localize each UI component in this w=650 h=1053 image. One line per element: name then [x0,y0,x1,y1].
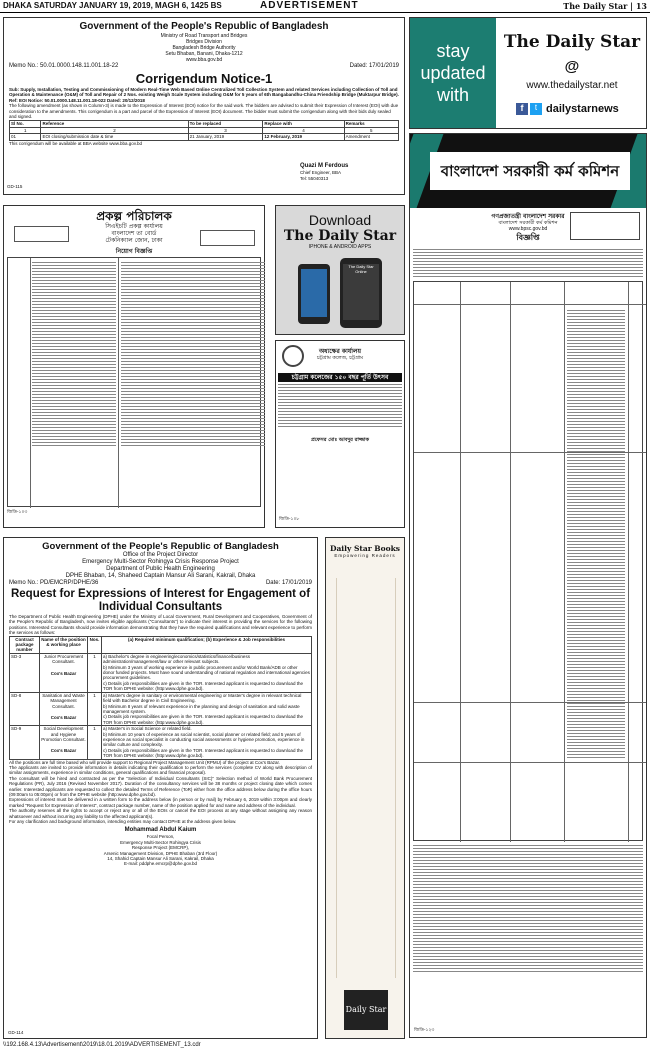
col-header: To be replaced [188,121,263,127]
promo-word: stay [436,41,470,61]
daily-star-books-ad [325,537,405,1039]
ad-paragraph: The applicants are invited to provide information in details indicating their qualification to perform the services (complete CV along with description of similar assignments, experience in similar conditions, general qualifications and financial proposal). [9,764,312,776]
signer-line: Focal Person, [146,834,175,840]
page-header [0,0,650,13]
brand-logo: The Daily Star [283,228,397,244]
ad-title: Government of the People's Republic of Bangladesh [42,541,279,552]
psc-table [413,281,643,841]
ad-org-line: সিএইচটি প্রকল্প কার্যালয় [105,223,163,230]
ad-title: Government of the People's Republic of Bangladesh [79,21,329,32]
slogan-box [14,226,69,242]
slogan-box [200,230,255,246]
brand-logo: The Daily Star [503,32,641,52]
ad-org-line: Setu Bhaban, Banani, Dhaka-1212 [165,51,243,57]
principal-name: প্রফেসর মোঃ আবদুর রাজ্জাক [311,437,369,443]
position-name: Social Development and Hygiene Promotion Consultant. [41,726,86,742]
signer-line: Response Project (EMCRP), [131,845,190,851]
signer-line: Emergency Multi-Sector Rohingya Crisis [120,839,201,845]
col-header: Replace with [263,121,344,127]
table-cell: Amendment [344,134,398,140]
ad-org-line: Office of the Project Director [122,552,199,558]
col-header: (a) Required minimum qualification; (b) Experience & Job responsibilities [102,636,312,653]
col-number: 3 [188,127,263,133]
ad-org-line: বাংলাদেশ সরকারী কর্ম কমিশন [498,220,558,226]
col-header: Name of the position & working place [40,636,88,653]
ad-title: অধ্যক্ষের কার্যালয় [318,348,362,355]
phone-icon [340,258,382,328]
working-place: Cox's Bazar [50,714,77,720]
col-number: 5 [344,127,398,133]
col-header: Sl No. [10,121,41,127]
ad-paragraph: The consultant will be hired and contracted as per the "Selection of Individual Consultants (SIC)" Selection method of World Bank Procurement Regulations (PR), July 2016 (Revised November 2017). Duration of the consultancy services will be 38 months or project closing date which comes earlier. Interested applicants are requested to collect the detailed Terms of Reference (ToR) either from the office address below during the office hours (09:00am to 05:00pm) or from the DPHE website (http:www.dphe.gov.bd). [9,775,312,797]
requirement: a) Master's in Social Science or related field. [103,726,192,732]
ad-intro: The Department of Public Health Engineering (DPHE) under the Ministry of Local Government, Rural Development and Cooperatives, Government of the People's Republic of Bangladesh, now invites eligible applicants ("Consultants") to indicate their interest in providing the services for the following positions. Interested Consultants should provide information demonstrating that they have the required qualifications and relevant experience to perform the services as follows: [9,614,312,636]
ad-code: জিডি-১২৩ [414,1027,435,1033]
chittagong-college-ad [275,340,405,528]
requirement: a) Master's degree in sanitary or environmental engineering or Master's degree in relevant technical field with Bachelor degree in Civil Engineering. [103,692,302,704]
signer-title: Chief Engineer, BBA [300,170,342,175]
dateline: DHAKA SATURDAY JANUARY 19, 2019, MAGH 6, 1425 BS [3,1,222,10]
signer-email[interactable]: E-mail: pddphe.emcrp@dphe.gov.bd [123,861,198,867]
requirement: a) Bachelor's degree in engineering/economics/statistics/finance/business administration/management/law or other relevant subjects. [103,653,250,665]
ad-title: প্রকল্প পরিচালক [96,209,172,223]
bba-corrigendum-ad [3,17,405,195]
position-count: 1 [88,726,102,759]
table-cell: 01 [10,134,41,140]
ad-paragraph: For any clarification and background information, intending entities may contact DPHE at the address given below. [9,819,237,825]
promo-word: with [436,85,469,105]
at-sign: @ [564,58,580,75]
notice-box [570,212,640,240]
position-name: Sanitation and Waste Management Consultant. [42,692,85,709]
positions-table [9,636,312,760]
memo-number: Memo No.: PD/EMCRP/DPHE/36 [9,580,99,586]
position-count: 1 [88,692,102,725]
section-title: ADVERTISEMENT [260,0,359,11]
table-cell: 21 January, 2019 [188,134,263,140]
requirement: c) Details job responsibilities are given in the TOR. Interested applicant is requested to download the TOR from DPHE website: (http:www.dphe.gov.bd). [103,680,303,692]
memo-date: Dated: 17/01/2019 [349,63,399,69]
ad-code: GD-115 [7,184,23,189]
ad-org-line: Emergency Multi-Sector Rohingya Crisis Response Project [82,559,239,565]
psc-banner-title: বাংলাদেশ সরকারী কর্ম কমিশন [430,152,630,190]
requirement: c) Details job responsibilities are given in the TOR. Interested applicant is requested to download the TOR from DPHE website: (http:www.dphe.gov.bd). [103,747,303,759]
ad-org-line: Bridges Division [186,39,222,45]
requirement: b) Minimum 3 years of working experience in public procurement and/or World Bank/ADB or other donor funded projects. Must have sound understanding of national regulation and international agencies procurement guidelines. [103,664,310,681]
college-emblem-icon [282,345,304,367]
memo-date: Date: 17/01/2019 [265,580,312,586]
ad-heading: বিজ্ঞপ্তি [516,233,540,242]
col-header: Nos. [88,636,102,653]
requirement: b) Minimum 8 years of relevant experience in the planning and design of sanitation and solid waste management system. [103,703,300,714]
page-brand: The Daily Star | 13 [563,1,647,11]
ad-tagline: Empowering Readers [334,553,396,558]
ad-org-line: বাংলাদেশ তা বোর্ড [111,230,157,237]
books-illustration [336,578,396,978]
ad-org-line: টেকনিক্যাল জোন, ঢাকা [105,237,163,244]
ad-website: www.bpsc.gov.bd [508,226,548,232]
working-place: Cox's Bazar [50,748,77,754]
col-header: Contract package number [10,636,40,653]
ad-banner: চট্টগ্রাম কলেজের ১৫০ বছর পূর্তি উৎসব [278,373,402,382]
ad-org-line: DPHE Bhaban, 14, Shaheed Captain Mansur Ali Sarani, Kakrail, Dhaka [65,573,256,579]
package-number: SD-9 [10,726,40,759]
ad-heading: নিয়োগ বিজ্ঞপ্তি [115,248,153,255]
psc-banner [410,134,646,208]
working-place: Cox's Bazar [50,670,77,676]
col-number: 4 [263,127,344,133]
ad-footnote: This corrigendum will be available at BBA website www.bba.gov.bd [9,140,142,146]
requirement: c) Details job responsibilities are given in the TOR. Interested applicant is requested to download the TOR from DPHE website: (http:www.dphe.gov.bd). [103,714,303,725]
logo-text: Daily Star [345,1005,387,1014]
daily-star-promo [409,17,647,129]
col-header: Remarks [344,121,398,127]
ad-code: জিডি-১০৮ [279,517,300,522]
ad-org-line: Bangladesh Bridge Authority [172,45,236,51]
recruitment-table [7,257,261,507]
twitter-icon[interactable]: t [530,103,542,115]
ad-org-line: Department of Public Health Engineering [106,566,215,572]
books-logo [344,990,388,1030]
table-cell: 12 February, 2019 [263,134,344,140]
ad-heading: Request for Expressions of Interest for Engagement of Individual Consultants [10,588,311,613]
promo-word: updated [420,63,486,83]
psc-notice-ad [409,133,647,1038]
social-handle[interactable]: dailystarnews [546,103,619,115]
dphe-reoi-ad [3,537,318,1039]
app-download-ad [275,205,405,335]
ad-org-line: চট্টগ্রাম কলেজ, চট্টগ্রাম [316,355,364,361]
ad-title: গণপ্রজাতন্ত্রী বাংলাদেশ সরকার [491,213,565,220]
signer-phone: Tel: 55040313 [300,176,329,181]
package-number: SD-3 [10,653,40,692]
signer-name: Mohammad Abdul Kaium [124,827,197,834]
ad-code: GD-114 [8,1029,24,1035]
position-count: 1 [88,653,102,692]
requirement: b) Minimum 10 years of experience as social scientist, social planner or related field; and 5 years of experience as social specialist in conducting social assessments or hygiene promotion, experience in similar culture and complexity. [103,731,305,748]
website-url[interactable]: www.thedailystar.net [526,80,618,91]
memo-number: Memo No.: 50.01.0000.148.11.001.18-22 [9,63,119,69]
signer-name: Quazi M Ferdous [300,163,349,169]
table-row [10,726,312,759]
ad-reference: Ref: EOI Notice: 50.01.0000.148.11.001.18-022 Dated: 20/12/2018 [9,97,145,103]
ad-heading: Corrigendum Notice-1 [135,71,273,86]
apps-label: IPHONE & ANDROID APPS [308,244,372,250]
signer-line: Arsenic Management Division, DPHE Bhaban (3rd Floor) [103,850,218,856]
ad-paragraph: The authority reserves all the rights to accept or reject any or all of the EOIs or cancel the EOI process at any stage without assigning any reason whatsoever and without incurring any liability to the affected applicant(s). [9,808,312,819]
corrigendum-table [9,120,399,140]
signer-line: 14, Shahid Captain Mansur Ali Sarani, Kakrail, Dhaka [107,856,214,862]
ad-subject: Sub: Supply, Installation, Testing and Commissioning of Modern Real-Time Web Based Online Centralized Toll Collection System and related Services including Collection of Toll and Operation & Maintenance (O&M) of Toll and Repair of 2 Nos. existing Weigh Scale System including O&M for 5 years of 6th Bangabandhu-China Friendship Bridge (Muktarpur Bridge). [9,87,399,98]
ad-paragraph: The following amendment (as shown in Column-3) is made to the Expression of Interest (EOI) notice for the said work. The bidders are advised to submit their Expression of Interest (EOI) with due consideration to the amendments. This corrigendum is a part and parcel of the Expression of Interest (EOI) document. The bidder must submit the corrigendum along with their bids duly sealed and signed. [9,103,399,120]
table-row [10,653,312,692]
col-header: Reference [41,121,188,127]
download-label: Download [308,212,372,228]
ad-paragraph: Expressions of interest must be delivered in a written form to the address below (in person or by mail) by February 6, 2019 within 3:00pm and clearly marked "Request for Expression of Interest", contract package number, name of the position applied for and name and address of the individual. [9,797,312,808]
position-name: Junior Procurement Consultant. [43,653,84,665]
table-row [10,692,312,725]
col-number: 2 [41,127,188,133]
ad-paragraph: All the positions are full time based who will provide support to Regional Project Management Unit (RPMU) of the project at Cox's Bazar. [9,759,280,765]
ad-website: www.bba.gov.bd [185,57,223,63]
file-path: \\192.168.4.13\Advertisement\2019\18.01.2019\ADVERTISEMENT_13.cdr [3,1042,201,1048]
phone-icon [298,264,330,324]
ad-org-line: Ministry of Road Transport and Bridges [160,33,248,39]
tea-board-recruitment-ad [3,205,265,528]
table-cell: EOI closing/submission date & time [41,134,188,140]
ad-code: জিডি-১০৩ [7,510,28,515]
app-screen-title: The Daily Star Online [343,264,379,320]
facebook-icon[interactable]: f [516,103,528,115]
ad-title: Daily Star Books [329,544,401,553]
col-number: 1 [10,127,41,133]
package-number: SD-8 [10,692,40,725]
